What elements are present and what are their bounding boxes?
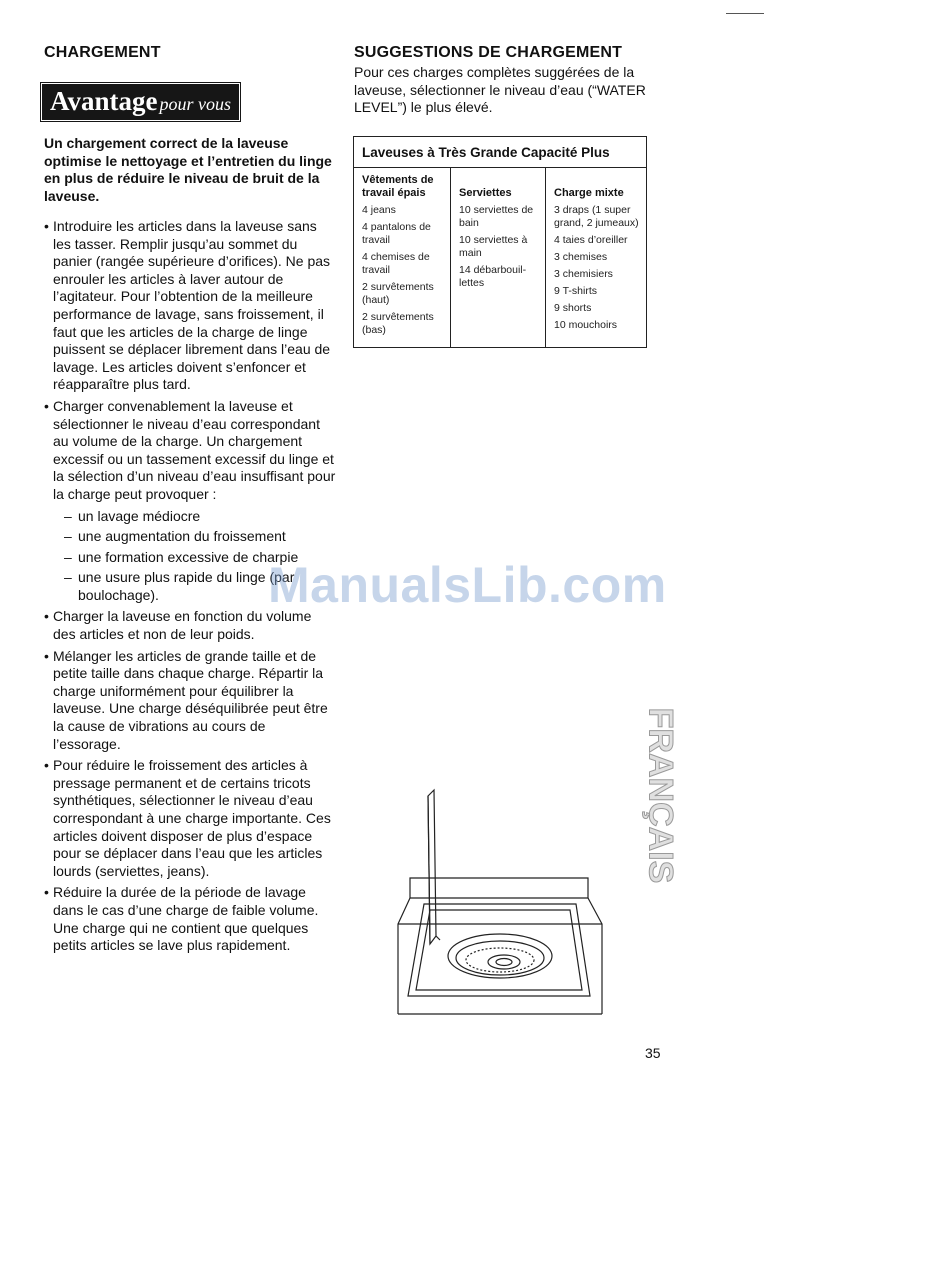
left-column	[44, 44, 336, 959]
washer-agitator	[488, 955, 520, 969]
bullet-icon: •	[44, 884, 49, 901]
bullet-icon: •	[44, 218, 49, 234]
suggestions-intro: Pour ces charges complètes suggérées de la laveuse, sélectionner le niveau d’eau (“WATER LEVEL”) le plus élevé.	[354, 64, 646, 115]
table-title: Laveuses à Très Grande Capacité Plus	[354, 137, 647, 168]
intro-paragraph: Un chargement correct de la laveuse optimise le nettoyage et l’entretien du linge en plus de réduire le niveau de bruit de la laveuse.	[44, 135, 332, 204]
column-header: Serviettes	[459, 187, 512, 199]
table-cell-item: 3 chemises	[554, 251, 608, 263]
washer-lid-hinge	[436, 936, 440, 940]
bullet-text: Mélanger les articles de grande taille et de petite taille dans chaque charge. Répartir la charge uniformément pour équilibrer la laveuse. Une charge déséquilibrée peut être la cause de vibrations au cours de l’essorage.	[53, 647, 328, 752]
capacity-table	[353, 136, 647, 348]
table-cell-item: 9 shorts	[554, 302, 592, 314]
table-cell-item: 3 chemisiers	[554, 268, 613, 280]
badge-main-text: Avantage	[50, 86, 158, 116]
table-cell-item: 2 survêtements (bas)	[362, 311, 434, 336]
dash-icon: –	[64, 507, 72, 524]
language-label: FRANÇAIS	[641, 707, 680, 883]
top-rule	[726, 13, 764, 14]
list-item	[44, 884, 336, 954]
avantage-badge	[42, 84, 239, 120]
dash-icon: –	[64, 548, 72, 565]
bullet-text: Charger convenablement la laveuse et sélectionner le niveau d’eau correspondant au volume de la charge. Un chargement excessif ou un tassement excessif du linge et la sélection d’un niveau d’eau insuffisant pour la charge peut provoquer :	[53, 397, 336, 502]
section-heading-chargement: CHARGEMENT	[44, 44, 161, 61]
sub-item-text: une formation excessive de charpie	[78, 548, 299, 565]
table-cell-item: 3 draps (1 super grand, 2 jumeaux)	[554, 204, 639, 229]
table-cell-item: 4 jeans	[362, 204, 396, 216]
washer-tub-inner	[456, 941, 544, 975]
watermark-text: ManualsLib.com	[268, 557, 667, 613]
bullet-icon: •	[44, 608, 49, 625]
right-column	[354, 44, 654, 117]
table-cell-item: 10 serviettes à main	[459, 234, 528, 259]
list-item	[44, 648, 336, 754]
column-workwear	[354, 168, 451, 348]
list-item	[44, 757, 336, 880]
table-cell-item: 4 taies d’oreiller	[554, 234, 628, 246]
washer-illustration	[396, 786, 606, 1018]
column-header: Vêtements de travail épais	[362, 174, 434, 199]
sub-list-item	[64, 508, 336, 526]
section-heading-suggestions: SUGGESTIONS DE CHARGEMENT	[354, 44, 623, 61]
column-header: Charge mixte	[554, 187, 624, 199]
table-cell-item: 9 T-shirts	[554, 285, 597, 297]
column-mixed	[546, 168, 647, 348]
list-item	[44, 218, 336, 394]
table-cell-item: 4 chemises de travail	[362, 251, 430, 276]
bullet-icon: •	[44, 757, 49, 774]
sub-list-item	[64, 528, 336, 546]
bullet-text: Charger la laveuse en fonction du volume des articles et non de leur poids.	[53, 608, 312, 643]
badge-sub-text: pour vous	[159, 94, 231, 114]
sub-item-text: une usure plus rapide du linge (par boulochage).	[78, 569, 295, 603]
column-towels	[451, 168, 546, 348]
dash-icon: –	[64, 569, 72, 586]
bullet-text: Pour réduire le froissement des articles à pressage permanent et de certains tricots synthétiques, sélectionner le niveau d’eau correspondant à une charge importante. Ces articles doivent disposer de plus d’espace pour se déplacer dans l’eau que les articles lourds (serviettes, jeans).	[53, 757, 331, 879]
table-cell-item: 2 survêtements (haut)	[362, 281, 434, 306]
table-cell-item: 14 débarbouillettes	[459, 264, 527, 289]
dash-icon: –	[64, 528, 72, 545]
table-cell-item: 10 serviettes de bain	[459, 204, 534, 229]
sub-item-text: une augmentation du froissement	[78, 528, 286, 545]
language-tab	[640, 700, 680, 890]
bullet-text: Réduire la durée de la période de lavage dans le cas d’une charge de faible volume. Une charge qui ne contient que quelques petits articles se lave plus rapidement.	[53, 884, 319, 954]
washer-agitator-cap	[496, 959, 512, 966]
sub-item-text: un lavage médiocre	[78, 507, 201, 524]
table-cell-item: 4 pantalons de travail	[362, 221, 431, 246]
bullet-icon: •	[44, 397, 49, 414]
table-cell-item: 10 mouchoirs	[554, 319, 618, 331]
page-number: 35	[645, 1045, 661, 1061]
bullet-icon: •	[44, 647, 49, 664]
bullet-text: Introduire les articles dans la laveuse sans les tasser. Remplir jusqu’au sommet du panier (rangée supérieure d’orifices). Ne pas enrouler les articles à laver autour de l’agitateur. Pour l’obtention de la meilleure performance de lavage, sans froissement, il faut que les articles de la charge de linge puissent se déplacer librement dans l’eau de lavage. Les articles doivent s’enfoncer et réapparaître plus tard.	[53, 218, 331, 393]
washer-control-panel	[410, 878, 588, 898]
